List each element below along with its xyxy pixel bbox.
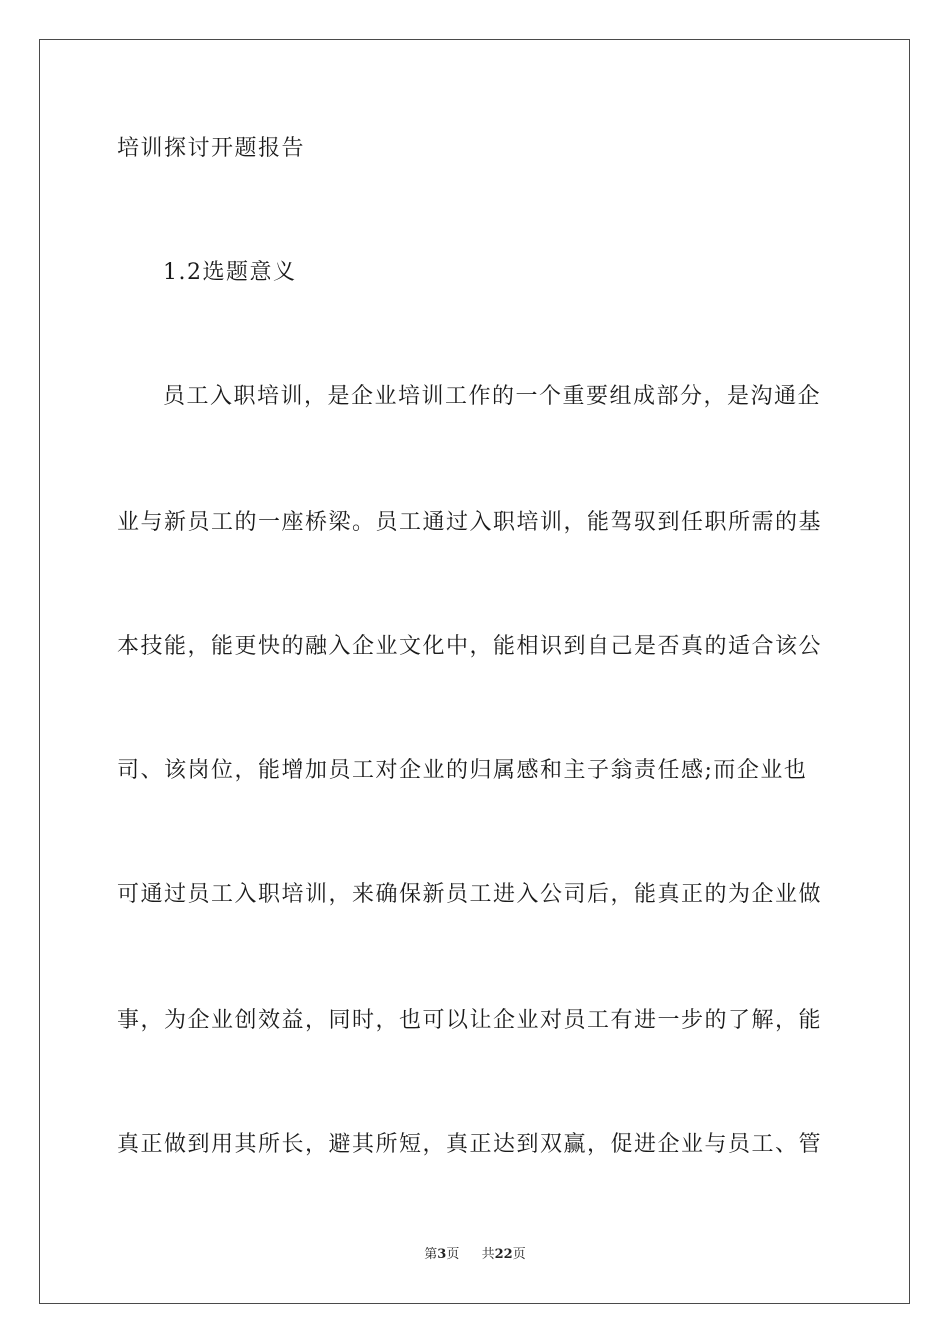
- section-heading: 1.2选题意义: [163, 260, 297, 285]
- page-number-label: [424, 1247, 463, 1262]
- paragraph-line: 员工入职培训，是企业培训工作的一个重要组成部分，是沟通企: [163, 384, 822, 409]
- paragraph-line: 可通过员工入职培训，来确保新员工进入公司后，能真正的为企业做: [117, 882, 823, 907]
- page-suffix: 页: [446, 1247, 460, 1262]
- page-footer: [0, 1246, 950, 1264]
- paragraph-line: 本技能，能更快的融入企业文化中，能相识到自己是否真的适合该公: [117, 634, 823, 659]
- total-pages: 22: [494, 1247, 513, 1262]
- paragraph-line: 司、该岗位，能增加员工对企业的归属感和主子翁责任感;而企业也: [117, 758, 808, 783]
- page-number: 3: [437, 1247, 447, 1262]
- page-prefix: 第: [424, 1247, 438, 1262]
- document-title: 培训探讨开题报告: [117, 136, 306, 161]
- paragraph-line: 真正做到用其所长，避其所短，真正达到双赢，促进企业与员工、管: [117, 1132, 823, 1157]
- paragraph-line: 事，为企业创效益，同时，也可以让企业对员工有进一步的了解，能: [117, 1008, 823, 1033]
- total-prefix: 共: [481, 1247, 495, 1262]
- paragraph-line: 业与新员工的一座桥梁。员工通过入职培训，能驾驭到任职所需的基: [117, 510, 823, 535]
- page-border: [39, 39, 910, 1304]
- total-suffix: 页: [512, 1247, 526, 1262]
- total-pages-label: [482, 1247, 526, 1262]
